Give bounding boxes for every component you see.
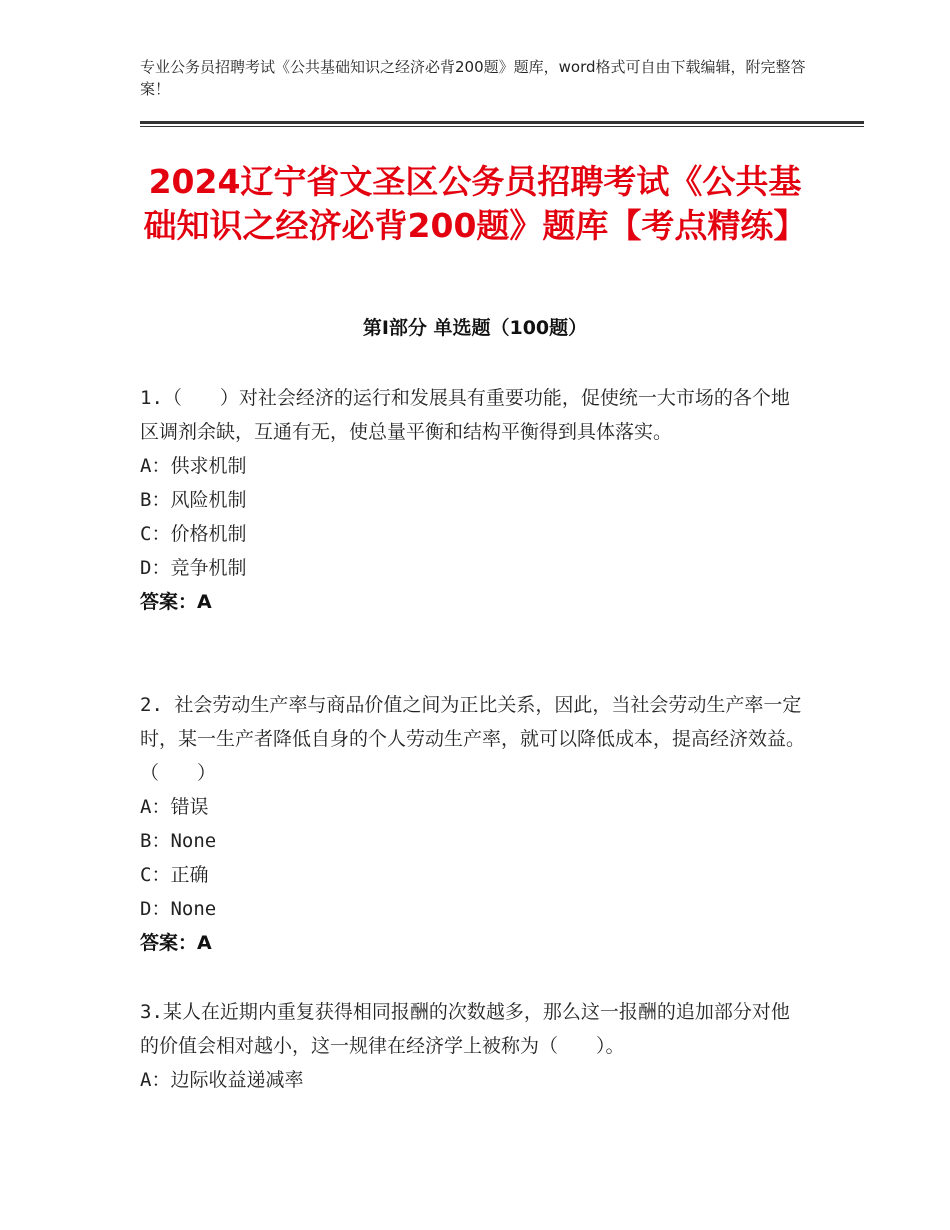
option-a: A：边际收益递减率 xyxy=(140,1069,304,1091)
option-c: C：正确 xyxy=(140,864,209,886)
question-3 xyxy=(140,995,806,1097)
answer: 答案：A xyxy=(140,591,212,613)
option-b: B：None xyxy=(140,830,217,852)
option-d: D：竞争机制 xyxy=(140,557,247,579)
option-c: C：价格机制 xyxy=(140,523,247,545)
question-text: 3.某人在近期内重复获得相同报酬的次数越多，那么这一报酬的追加部分对他的价值会相对越小，这一规律在经济学上被称为（ ）。 xyxy=(140,1001,790,1057)
question-2 xyxy=(140,688,806,960)
header-divider-thick xyxy=(140,121,864,124)
answer: 答案：A xyxy=(140,932,212,954)
question-1 xyxy=(140,381,806,619)
question-text: 2. 社会劳动生产率与商品价值之间为正比关系，因此，当社会劳动生产率一定时，某一生产者降低自身的个人劳动生产率，就可以降低成本，提高经济效益。（ ） xyxy=(140,694,806,784)
option-b: B：风险机制 xyxy=(140,489,247,511)
option-a: A：错误 xyxy=(140,796,209,818)
header-divider-thin xyxy=(140,126,864,127)
question-text: 1.（ ）对社会经济的运行和发展具有重要功能，促使统一大市场的各个地区调剂余缺，互通有无，使总量平衡和结构平衡得到具体落实。 xyxy=(140,387,790,443)
option-d: D：None xyxy=(140,898,217,920)
section-heading: 第Ⅰ部分 单选题（100题） xyxy=(362,317,588,339)
header-note: 专业公务员招聘考试《公共基础知识之经济必背200题》题库，word格式可自由下载编辑，附完整答案！ xyxy=(140,58,806,98)
document-title: 2024辽宁省文圣区公务员招聘考试《公共基础知识之经济必背200题》题库【考点精练】 xyxy=(143,162,807,245)
option-a: A：供求机制 xyxy=(140,455,247,477)
